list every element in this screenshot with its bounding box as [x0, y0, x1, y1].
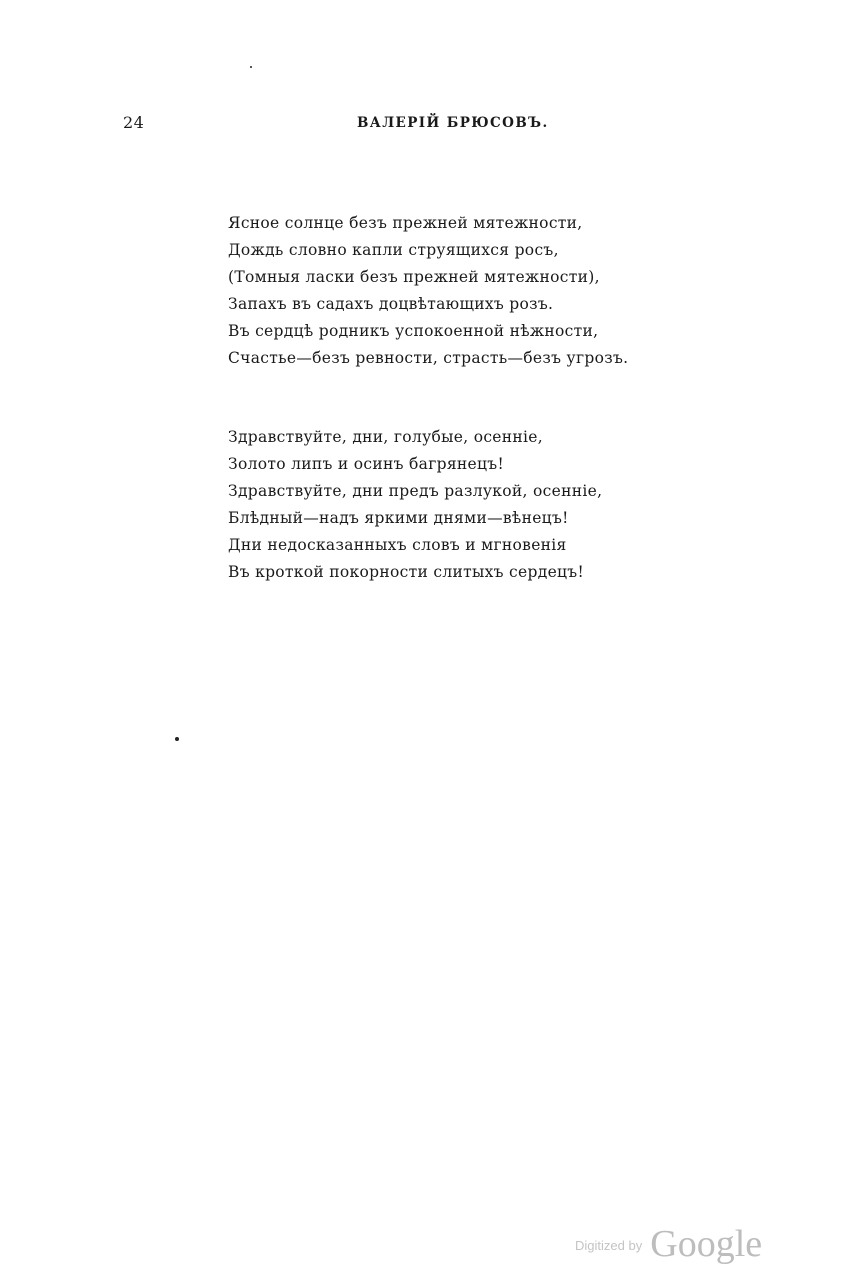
verse-line: Счастье—безъ ревности, страсть—безъ угрозъ. [228, 349, 629, 367]
watermark-prefix: Digitized by [575, 1238, 643, 1253]
poem-stanza-1 [228, 210, 628, 372]
verse-line: Дни недосказанныхъ словъ и мгновенія [228, 536, 567, 554]
verse-line: Запахъ въ садахъ доцвѣтающихъ розъ. [228, 295, 554, 313]
verse-line: Ясное солнце безъ прежней мятежности, [228, 214, 583, 232]
verse-line: (Томныя ласки безъ прежней мятежности), [228, 268, 600, 286]
verse-line: Золото липъ и осинъ багрянецъ! [228, 455, 504, 473]
page-number: 24 [123, 113, 145, 132]
running-head: ВАЛЕРІЙ БРЮСОВЪ. [357, 115, 549, 131]
digitized-by-watermark [575, 1222, 762, 1266]
ink-speck [175, 737, 179, 741]
poem-stanza-2 [228, 424, 602, 586]
verse-line: Здравствуйте, дни, голубые, осенніе, [228, 428, 544, 446]
verse-line: Блѣдный—надъ яркими днями—вѣнецъ! [228, 509, 569, 527]
verse-line: Въ сердцѣ родникъ успокоенной нѣжности, [228, 322, 599, 340]
verse-line: Въ кроткой покорности слитыхъ сердецъ! [228, 563, 585, 581]
google-logo: Google [650, 1223, 763, 1265]
ink-speck [250, 66, 252, 68]
verse-line: Здравствуйте, дни предъ разлукой, осенніе, [228, 482, 603, 500]
verse-line: Дождь словно капли струящихся росъ, [228, 241, 559, 259]
